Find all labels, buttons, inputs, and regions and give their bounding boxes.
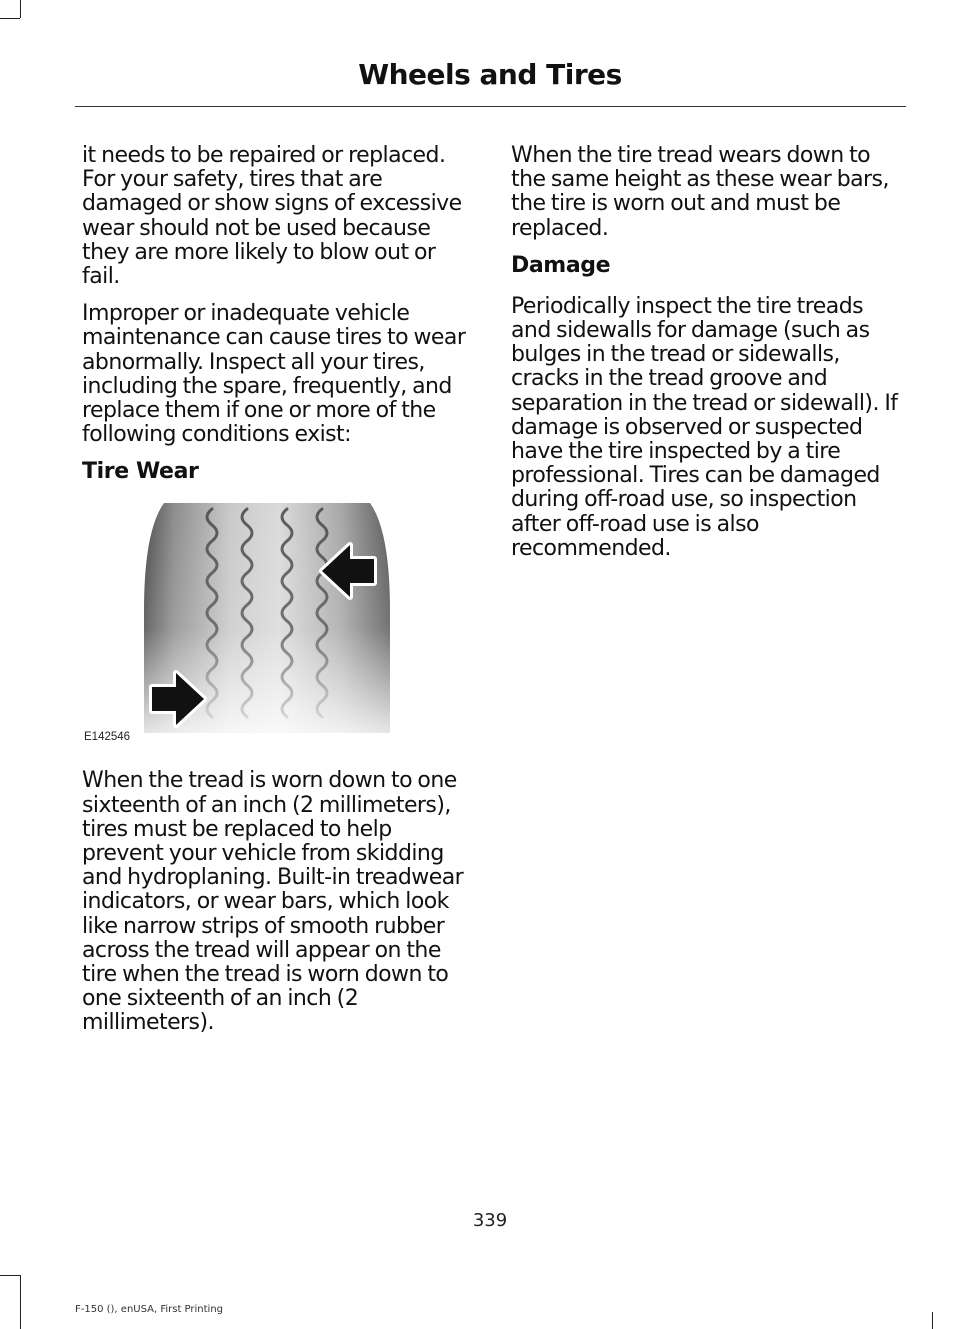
paragraph-damaged-tires: it needs to be repaired or replaced. For your safety, tires that are damaged or show signs of excessive wear should not be used because they are more likely to blow out or fail. [82, 143, 462, 290]
tire-wear-figure [82, 501, 474, 751]
crop-mark-bottom-left-v [20, 1275, 21, 1329]
crop-mark-top-left-v [20, 0, 21, 18]
figure-id: E142546 [84, 731, 131, 744]
paragraph-wear-bars: When the tire tread wears down to the same height as these wear bars, the tire is worn out and must be replaced. [511, 143, 889, 241]
footer-printing-info: F-150 (), enUSA, First Printing [75, 1304, 224, 1315]
heading-damage: Damage [511, 252, 611, 278]
crop-mark-top-left-h [0, 18, 20, 19]
page-number: 339 [472, 1210, 508, 1231]
paragraph-maintenance: Improper or inadequate vehicle maintenance can cause tires to wear abnormally. Inspect all your tires, including the spare, frequently, and replace them if one or more of the following conditions exist: [82, 301, 466, 448]
crop-mark-bottom-right-v [932, 1312, 933, 1329]
paragraph-damage-inspection: Periodically inspect the tire treads and sidewalls for damage (such as bulges in the tread or sidewalls, cracks in the tread groove and separation in the tread or sidewall). If damage is observed or suspected have the tire inspected by a tire professional. Tires can be damaged during off-road use, so inspection after off-road use is also recommended. [511, 293, 898, 561]
page-title: Wheels and Tires [358, 58, 622, 91]
right-column [511, 144, 903, 574]
heading-tire-wear: Tire Wear [82, 459, 199, 485]
title-divider [75, 106, 906, 107]
paragraph-tread-depth: When the tread is worn down to one sixteenth of an inch (2 millimeters), tires must be replaced to help prevent your vehicle from skidding and hydroplaning. Built-in treadwear indicators, or wear bars, which look like narrow strips of smooth rubber across the tread will appear on the tire when the tread is worn down to one sixteenth of an inch (2 millimeters). [82, 768, 464, 1036]
crop-mark-bottom-left-h [0, 1275, 20, 1276]
tire-tread-illustration [142, 501, 392, 733]
left-column [82, 144, 474, 1049]
